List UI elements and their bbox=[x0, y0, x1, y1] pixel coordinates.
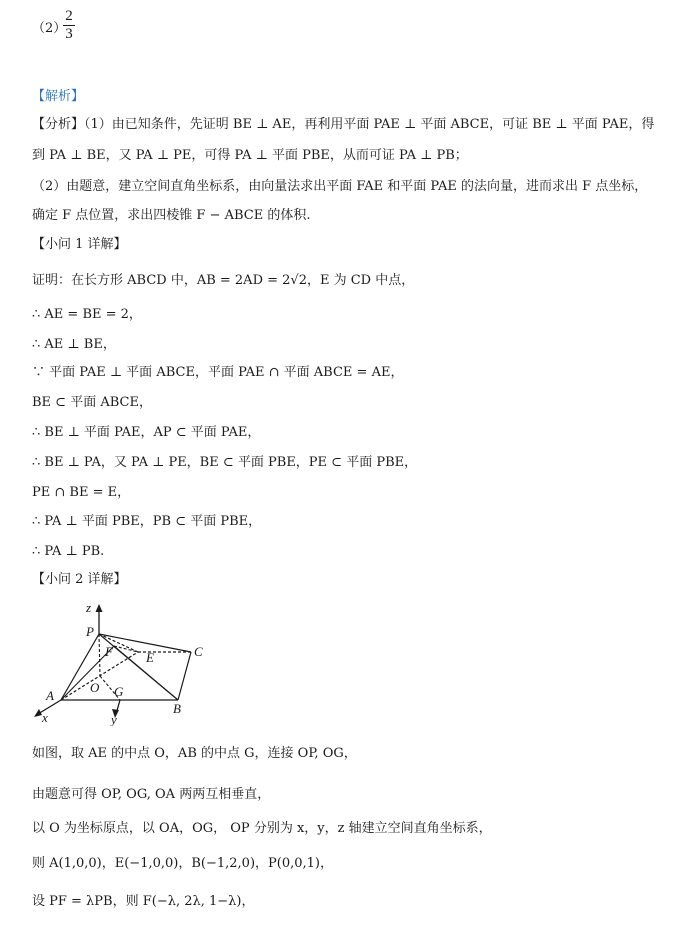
q1-line-2: ∴ AE = BE = 2， bbox=[32, 307, 142, 322]
q1-line-4: ∵ 平面 PAE ⊥ 平面 ABCE，平面 PAE ∩ 平面 ABCE = AE， bbox=[32, 365, 404, 380]
z-axis-arrow bbox=[96, 604, 103, 612]
part-label: （2） bbox=[32, 21, 67, 36]
q1-line-1: 证明：在长方形 ABCD 中，AB = 2AD = 2√2，E 为 CD 中点， bbox=[32, 273, 415, 288]
label-E: E bbox=[146, 650, 154, 665]
analysis-line-2: 到 PA ⊥ BE，又 PA ⊥ PE，可得 PA ⊥ 平面 PBE，从而可证 PA ⊥ PB； bbox=[32, 148, 468, 163]
section-jiexi: 【解析】 bbox=[32, 89, 85, 104]
q1-line-5: BE ⊂ 平面 ABCE， bbox=[32, 395, 152, 410]
q1-line-10: ∴ PA ⊥ PB. bbox=[32, 544, 105, 559]
segment-PO bbox=[99, 634, 100, 676]
label-z: z bbox=[86, 600, 92, 615]
x-axis-arrow bbox=[34, 709, 42, 717]
q2-line-5: 设 PF = λPB，则 F(−λ, 2λ, 1−λ)， bbox=[32, 894, 255, 909]
answer-numerator: 2 bbox=[65, 8, 73, 24]
analysis-line-3: （2）由题意，建立空间直角坐标系，由向量法求出平面 FAE 和平面 PAE 的法向量，进而求出 F 点坐标， bbox=[32, 179, 648, 194]
label-G: G bbox=[114, 684, 124, 699]
label-F: F bbox=[105, 644, 113, 659]
q2-title: 【小问 2 详解】 bbox=[32, 572, 127, 587]
edge-BC bbox=[178, 652, 191, 700]
label-y: y bbox=[111, 712, 117, 726]
q1-line-7: ∴ BE ⊥ PA，又 PA ⊥ PE，BE ⊂ 平面 PBE，PE ⊂ 平面 PBE， bbox=[32, 455, 418, 470]
q1-line-8: PE ∩ BE = E， bbox=[32, 485, 131, 500]
q1-title: 【小问 1 详解】 bbox=[32, 237, 127, 252]
label-A: A bbox=[46, 688, 54, 703]
label-B: B bbox=[173, 701, 181, 716]
answer-denominator: 3 bbox=[65, 26, 73, 42]
label-x: x bbox=[42, 710, 48, 725]
label-P: P bbox=[86, 624, 94, 639]
q2-line-4: 则 A(1,0,0)，E(−1,0,0)，B(−1,2,0)，P(0,0,1)， bbox=[32, 856, 333, 871]
answer-fraction bbox=[62, 8, 76, 43]
q1-line-9: ∴ PA ⊥ 平面 PBE，PB ⊂ 平面 PBE， bbox=[32, 514, 262, 529]
q1-line-3: ∴ AE ⊥ BE， bbox=[32, 337, 116, 352]
q2-line-3: 以 O 为坐标原点，以 OA，OG， OP 分别为 x，y，z 轴建立空间直角坐标系， bbox=[32, 821, 492, 836]
q2-line-2: 由题意可得 OP, OG, OA 两两互相垂直， bbox=[32, 787, 271, 802]
q2-line-1: 如图，取 AE 的中点 O，AB 的中点 G，连接 OP, OG， bbox=[32, 746, 357, 761]
pyramid-figure bbox=[26, 596, 226, 726]
analysis-line-1: 【分析】（1）由已知条件，先证明 BE ⊥ AE，再利用平面 PAE ⊥ 平面 ABCE，可证 BE ⊥ 平面 PAE，得 bbox=[32, 117, 655, 132]
q1-line-6: ∴ BE ⊥ 平面 PAE，AP ⊂ 平面 PAE， bbox=[32, 425, 261, 440]
label-C: C bbox=[194, 644, 203, 659]
analysis-line-4: 确定 F 点位置，求出四棱锥 F − ABCE 的体积. bbox=[32, 208, 311, 223]
label-O: O bbox=[90, 680, 100, 695]
